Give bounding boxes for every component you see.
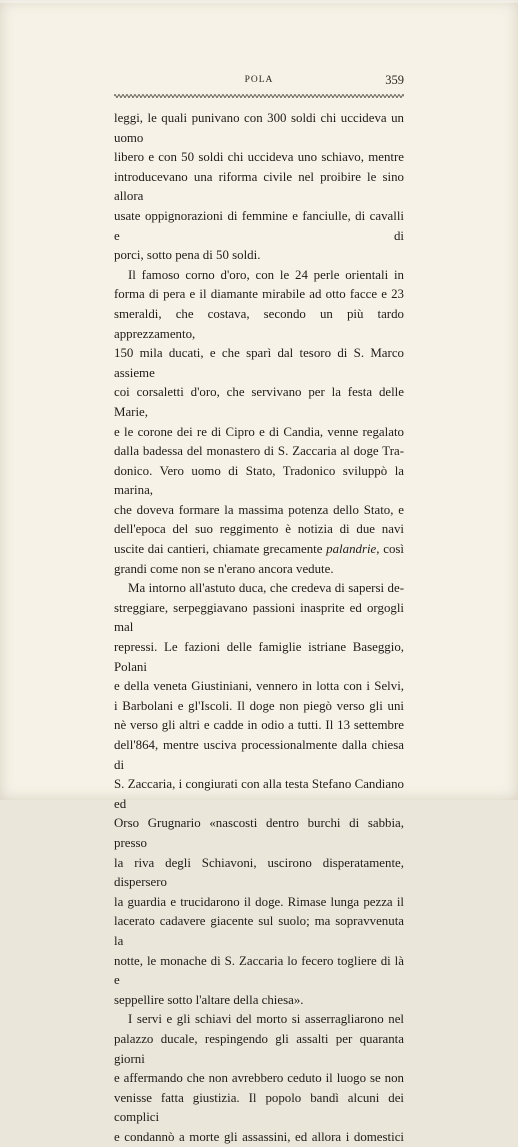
text-line: i Barbolani e gl'Iscoli. Il doge non piegò verso gli uni xyxy=(114,698,404,713)
text-line: Il famoso corno d'oro, con le 24 perle orientali in xyxy=(128,267,404,282)
text-line: la riva degli Schiavoni, uscirono disperatamente, dispersero xyxy=(114,855,404,890)
text-line: Ma intorno all'astuto duca, che credeva di sapersi de- xyxy=(128,581,404,596)
page-number: 359 xyxy=(385,73,404,87)
text-line: e condannò a morte gli assassini, ed allora i domestici xyxy=(114,1129,404,1144)
text-line: la guardia e trucidarono il doge. Rimase lunga pezza il xyxy=(114,894,404,909)
text-line: venisse fatta giustizia. Il popolo bandì alcuni dei complici xyxy=(114,1090,404,1125)
text-line: 150 mila ducati, e che sparì dal tesoro di S. Marco assieme xyxy=(114,346,404,380)
text-line: uscite dai cantieri, chiamate grecamente palandrie, così xyxy=(114,542,404,557)
text-line: e affermando che non avrebbero ceduto il luogo se non xyxy=(114,1071,404,1086)
text-line: introducevano una riforma civile nel proibire le sino allora xyxy=(114,169,404,204)
text-line: lacerato cadavere giacente sul suolo; ma sopravvenuta la xyxy=(114,914,404,948)
text-line: S. Zaccaria, i congiurati con alla testa Stefano Candiano ed xyxy=(114,777,404,811)
text-line: streggiare, serpeggiavano passioni inasprite ed orgogli mal xyxy=(114,600,404,635)
text-line: smeraldi, che costava, secondo un più tardo apprezzamento, xyxy=(114,306,404,341)
text-line: palazzo ducale, respingendo gli assalti per quaranta giorni xyxy=(114,1031,404,1066)
text-line: coi corsaletti d'oro, che servivano per la festa delle Marie, xyxy=(114,385,404,419)
text-line: forma di pera e il diamante mirabile ad otto facce e 23 xyxy=(114,287,404,302)
text-line: dell'864, mentre usciva processionalmente dalla chiesa di xyxy=(114,738,404,772)
text-line: che doveva formare la massima potenza dello Stato, e xyxy=(114,502,404,517)
text-line: nè verso gli altri e cadde in odio a tutti. Il 13 settembre xyxy=(114,718,404,733)
text-line: donico. Vero uomo di Stato, Tradonico sviluppò la marina, xyxy=(114,463,404,498)
text-line: seppellire sotto l'altare della chiesa». xyxy=(114,992,304,1007)
text-line: e le corone dei re di Cipro e di Candia, venne regalato xyxy=(114,424,404,439)
text-line: I servi e gli schiavi del morto si asserragliarono nel xyxy=(128,1012,404,1027)
text-line: usate oppignorazioni di femmine e fanciulle, di cavalli e di xyxy=(114,208,404,243)
running-head-title: POLA xyxy=(244,75,274,85)
text-line: dell'epoca del suo reggimento è notizia di due navi xyxy=(114,522,404,537)
text-line: repressi. Le fazioni delle famiglie istriane Baseggio, Polani xyxy=(114,640,404,674)
text-line: leggi, le quali punivano con 300 soldi chi uccideva un uomo xyxy=(114,111,404,145)
text-line: dalla badessa del monastero di S. Zaccaria al doge Tra- xyxy=(114,444,404,459)
text-line: grandi come non se n'erano ancora vedute. xyxy=(114,561,334,576)
text-line: libero e con 50 soldi chi uccideva uno schiavo, mentre xyxy=(114,150,404,165)
text-line: e della veneta Giustiniani, vennero in lotta con i Selvi, xyxy=(114,679,404,694)
text-line: notte, le monache di S. Zaccaria lo fecero togliere di là e xyxy=(114,953,404,988)
body-text xyxy=(114,109,404,1147)
text-line: Orso Grugnario «nascosti dentro burchi di sabbia, presso xyxy=(114,816,404,850)
page-edge xyxy=(0,0,518,3)
text-line: porci, sotto pena di 50 soldi. xyxy=(114,248,261,263)
wavy-rule-ornament xyxy=(114,93,404,99)
running-head xyxy=(114,75,404,89)
